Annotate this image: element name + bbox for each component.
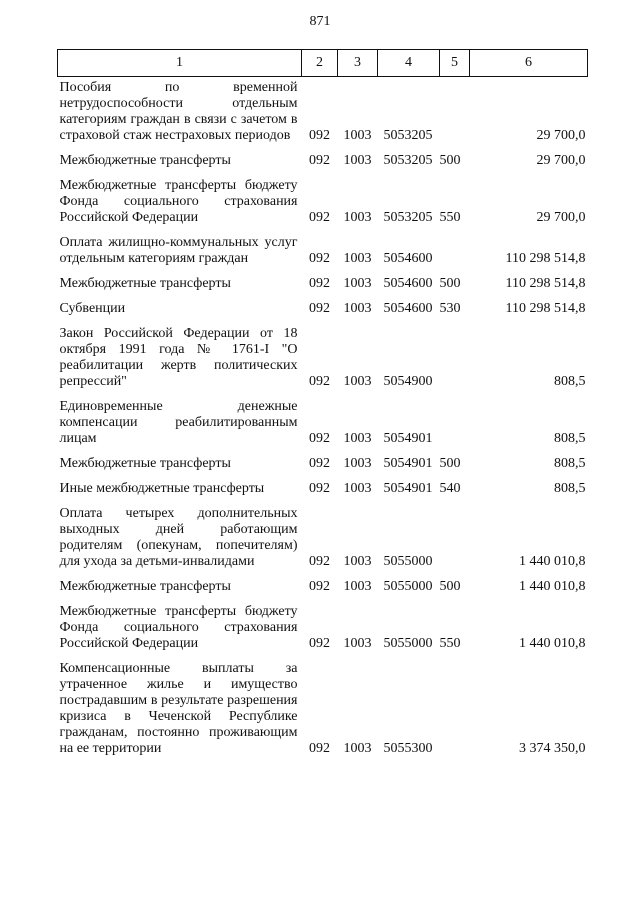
header-col-4: 4 xyxy=(378,50,440,77)
row-amount: 110 298 514,8 xyxy=(505,301,586,316)
row-amount: 1 440 010,8 xyxy=(519,636,586,651)
row-target-article: 5054900 xyxy=(383,374,433,389)
row-section-code: 1003 xyxy=(343,153,372,168)
table-body xyxy=(58,77,588,764)
header-col-1: 1 xyxy=(58,50,302,77)
row-amount: 808,5 xyxy=(554,431,586,446)
row-amount: 808,5 xyxy=(554,456,586,471)
row-name: Межбюджетные трансферты xyxy=(59,456,231,471)
table-row xyxy=(58,396,588,453)
row-expense-type xyxy=(440,77,470,151)
page-number: 871 xyxy=(309,14,331,29)
table-row xyxy=(58,298,588,323)
row-ved-code: 092 xyxy=(309,153,330,168)
table-row xyxy=(58,576,588,601)
row-ved-code: 092 xyxy=(309,636,330,651)
row-amount: 808,5 xyxy=(554,374,586,389)
table-row xyxy=(58,478,588,503)
row-name: Межбюджетные трансферты бюджету Фонда социального страхования Российской Федерации xyxy=(59,178,298,225)
row-ved-code: 092 xyxy=(309,554,330,569)
row-amount: 110 298 514,8 xyxy=(505,276,586,291)
row-target-article: 5054901 xyxy=(383,456,433,471)
row-ved-code: 092 xyxy=(309,210,330,225)
row-amount: 3 374 350,0 xyxy=(519,741,586,756)
row-ved-code: 092 xyxy=(309,456,330,471)
row-target-article: 5054600 xyxy=(383,301,433,316)
row-section-code: 1003 xyxy=(343,301,372,316)
row-section-code: 1003 xyxy=(343,554,372,569)
row-name: Иные межбюджетные трансферты xyxy=(59,481,265,496)
row-target-article: 5053205 xyxy=(383,153,433,168)
row-section-code: 1003 xyxy=(343,741,372,756)
row-name: Компенсационные выплаты за утраченное жилье и имущество пострадавшим в результате разрешения кризиса в Чеченской Республике гражданам, постоянно проживающим на ее территории xyxy=(59,661,298,756)
table-row xyxy=(58,273,588,298)
row-target-article: 5055000 xyxy=(383,554,433,569)
row-ved-code: 092 xyxy=(309,301,330,316)
row-expense-type: 500 xyxy=(439,456,461,471)
header-col-6: 6 xyxy=(470,50,588,77)
header-col-3: 3 xyxy=(338,50,378,77)
table-row xyxy=(58,503,588,576)
header-col-5: 5 xyxy=(440,50,470,77)
row-name: Единовременные денежные компенсации реабилитированным лицам xyxy=(59,399,298,446)
row-ved-code: 092 xyxy=(309,481,330,496)
row-section-code: 1003 xyxy=(343,251,372,266)
row-expense-type: 540 xyxy=(439,481,461,496)
table-row xyxy=(58,77,588,151)
table-row xyxy=(58,658,588,763)
row-name: Закон Российской Федерации от 18 октября 1991 года № 1761-I "О реабилитации жертв политических репрессий" xyxy=(59,326,298,389)
row-target-article: 5053205 xyxy=(383,128,433,143)
row-expense-type: 550 xyxy=(439,210,461,225)
row-name: Межбюджетные трансферты xyxy=(59,276,231,291)
row-amount: 808,5 xyxy=(554,481,586,496)
row-section-code: 1003 xyxy=(343,636,372,651)
row-amount: 1 440 010,8 xyxy=(519,579,586,594)
table-row xyxy=(58,323,588,396)
row-target-article: 5055000 xyxy=(383,579,433,594)
row-amount: 110 298 514,8 xyxy=(505,251,586,266)
row-expense-type xyxy=(440,503,470,576)
header-col-2: 2 xyxy=(302,50,338,77)
row-expense-type xyxy=(440,658,470,763)
row-expense-type xyxy=(440,323,470,396)
row-section-code: 1003 xyxy=(343,128,372,143)
row-target-article: 5055000 xyxy=(383,636,433,651)
row-expense-type: 500 xyxy=(439,579,461,594)
row-section-code: 1003 xyxy=(343,431,372,446)
budget-table xyxy=(57,49,588,763)
row-name: Межбюджетные трансферты бюджету Фонда социального страхования Российской Федерации xyxy=(59,604,298,651)
row-amount: 1 440 010,8 xyxy=(519,554,586,569)
row-expense-type xyxy=(440,396,470,453)
row-ved-code: 092 xyxy=(309,431,330,446)
row-target-article: 5053205 xyxy=(383,210,433,225)
row-amount: 29 700,0 xyxy=(536,128,586,143)
table-row xyxy=(58,453,588,478)
row-name: Оплата жилищно-коммунальных услуг отдельным категориям граждан xyxy=(59,235,298,266)
row-section-code: 1003 xyxy=(343,210,372,225)
row-section-code: 1003 xyxy=(343,579,372,594)
table-row xyxy=(58,601,588,658)
row-section-code: 1003 xyxy=(343,481,372,496)
row-target-article: 5054600 xyxy=(383,276,433,291)
row-ved-code: 092 xyxy=(309,741,330,756)
row-ved-code: 092 xyxy=(309,374,330,389)
row-name: Субвенции xyxy=(59,301,126,316)
row-expense-type: 550 xyxy=(439,636,461,651)
row-ved-code: 092 xyxy=(309,128,330,143)
row-amount: 29 700,0 xyxy=(536,153,586,168)
row-amount: 29 700,0 xyxy=(536,210,586,225)
table-header xyxy=(58,50,588,77)
header-row xyxy=(58,50,588,77)
row-ved-code: 092 xyxy=(309,276,330,291)
row-name: Межбюджетные трансферты xyxy=(59,153,231,168)
table-row xyxy=(58,175,588,232)
row-name: Пособия по временной нетрудоспособности отдельным категориям граждан в связи с зачетом в страховой стаж нестраховых периодов xyxy=(59,80,298,143)
row-expense-type: 530 xyxy=(439,301,461,316)
row-expense-type: 500 xyxy=(439,153,461,168)
row-target-article: 5054600 xyxy=(383,251,433,266)
table-row xyxy=(58,232,588,273)
row-expense-type: 500 xyxy=(439,276,461,291)
row-section-code: 1003 xyxy=(343,374,372,389)
row-expense-type xyxy=(440,232,470,273)
row-target-article: 5055300 xyxy=(383,741,433,756)
table-row xyxy=(58,150,588,175)
row-name: Межбюджетные трансферты xyxy=(59,579,231,594)
row-target-article: 5054901 xyxy=(383,431,433,446)
row-target-article: 5054901 xyxy=(383,481,433,496)
row-ved-code: 092 xyxy=(309,251,330,266)
row-name: Оплата четырех дополнительных выходных дней работающим родителям (опекунам, попечителям) для ухода за детьми-инвалидами xyxy=(59,506,298,569)
row-section-code: 1003 xyxy=(343,276,372,291)
row-ved-code: 092 xyxy=(309,579,330,594)
row-section-code: 1003 xyxy=(343,456,372,471)
